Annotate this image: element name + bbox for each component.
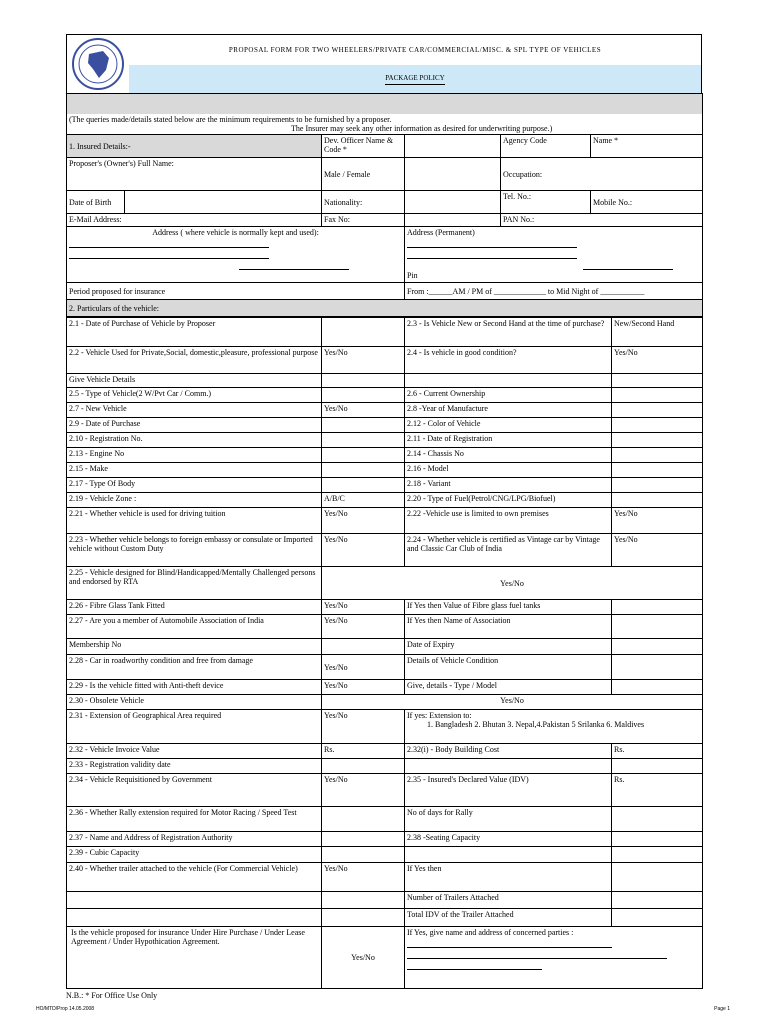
concerned-parties-block	[405, 927, 703, 989]
particulars-row	[67, 433, 703, 448]
particulars-row	[67, 863, 703, 892]
question-label: Give, details - Type / Model	[405, 680, 612, 695]
question-label: Details of Vehicle Condition	[405, 655, 612, 680]
answer-cell[interactable]	[612, 759, 703, 774]
tel-no-label: Tel. No.:	[501, 191, 591, 214]
answer-cell[interactable]	[612, 403, 703, 418]
q-2-30-label: 2.30 - Obsolete Vehicle	[67, 695, 322, 710]
answer-cell[interactable]: Yes/No	[322, 655, 405, 680]
pan-label: PAN No.:	[501, 214, 703, 227]
question-label: 2.34 - Vehicle Requisitioned by Government	[67, 774, 322, 807]
answer-cell[interactable]	[322, 374, 405, 388]
answer-cell[interactable]	[322, 478, 405, 493]
answer-cell[interactable]	[322, 909, 405, 927]
question-label: 2.22 -Vehicle use is limited to own premises	[405, 508, 612, 534]
particulars-row	[67, 463, 703, 478]
answer-cell[interactable]	[612, 892, 703, 909]
answer-cell[interactable]: Rs.	[322, 744, 405, 759]
form-title: PROPOSAL FORM FOR TWO WHEELERS/PRIVATE CAR/COMMERCIAL/MISC. & SPL TYPE OF VEHICLES	[129, 35, 701, 65]
fax-value[interactable]	[405, 214, 501, 227]
question-label: 2.27 - Are you a member of Automobile Association of India	[67, 615, 322, 639]
question-label: 2.1 - Date of Purchase of Vehicle by Proposer	[67, 318, 322, 347]
vehicle-particulars-table	[66, 317, 703, 989]
answer-cell[interactable]	[322, 318, 405, 347]
answer-cell[interactable]	[612, 832, 703, 847]
particulars-row	[67, 534, 703, 567]
answer-cell[interactable]: Yes/No	[322, 347, 405, 374]
answer-cell[interactable]	[612, 680, 703, 695]
hire-purchase-value[interactable]: Yes/No	[322, 927, 405, 989]
concerned-parties-line[interactable]	[407, 969, 542, 970]
particulars-row	[67, 388, 703, 403]
answer-cell[interactable]	[612, 909, 703, 927]
intro-line-2: The Insurer may seek any other information as desired for underwriting purpose.)	[291, 123, 553, 133]
fax-label: Fax No:	[322, 214, 405, 227]
period-detail: From :______AM / PM of _____________ to Mid Night of ___________	[405, 283, 703, 300]
address-kept-line[interactable]	[239, 269, 349, 270]
question-label: 2.16 - Model	[405, 463, 612, 478]
particulars-row	[67, 478, 703, 493]
answer-cell[interactable]	[322, 448, 405, 463]
particulars-row	[67, 374, 703, 388]
q-2-25-label: 2.25 - Vehicle designed for Blind/Handicapped/Mentally Challenged persons and endorsed by RTA	[67, 567, 322, 600]
question-label	[67, 909, 322, 927]
answer-cell[interactable]: Yes/No	[612, 534, 703, 567]
answer-cell[interactable]	[322, 847, 405, 863]
proposer-name-label: Proposer's (Owner's) Full Name:	[67, 158, 322, 191]
answer-cell[interactable]: Yes/No	[612, 347, 703, 374]
answer-cell[interactable]	[322, 463, 405, 478]
gender-value[interactable]	[405, 158, 501, 191]
answer-cell[interactable]: Yes/No	[322, 403, 405, 418]
address-kept-block	[67, 227, 405, 283]
answer-cell[interactable]	[612, 615, 703, 639]
particulars-row	[67, 448, 703, 463]
question-label: 2.28 - Car in roadworthy condition and free from damage	[67, 655, 322, 680]
answer-cell[interactable]	[612, 374, 703, 388]
answer-cell[interactable]: Yes/No	[322, 863, 405, 892]
answer-cell[interactable]: A/B/C	[322, 493, 405, 508]
q-2-31-value[interactable]: Yes/No	[322, 710, 405, 744]
answer-cell[interactable]	[322, 759, 405, 774]
q-2-31-extension-options: 1. Bangladesh 2. Bhutan 3. Nepal,4.Pakistan 5 Srilanka 6. Maldives	[427, 720, 645, 729]
answer-cell[interactable]: Yes/No	[322, 615, 405, 639]
particulars-row	[67, 600, 703, 615]
answer-cell[interactable]	[612, 448, 703, 463]
answer-cell[interactable]	[612, 418, 703, 433]
concerned-parties-line[interactable]	[407, 947, 612, 948]
company-logo-icon	[69, 36, 127, 92]
answer-cell[interactable]	[612, 863, 703, 892]
dob-label: Date of Birth	[67, 191, 125, 214]
address-permanent-line[interactable]	[407, 247, 577, 248]
question-label	[405, 847, 612, 863]
question-label: If Yes then Value of Fibre glass fuel tanks	[405, 600, 612, 615]
answer-cell[interactable]	[612, 478, 703, 493]
concerned-parties-line[interactable]	[407, 958, 667, 959]
pin-label: Pin	[407, 271, 418, 280]
question-label: 2.35 - Insured's Declared Value (IDV)	[405, 774, 612, 807]
question-label: 2.32 - Vehicle Invoice Value	[67, 744, 322, 759]
question-label: 2.6 - Current Ownership	[405, 388, 612, 403]
particulars-row	[67, 744, 703, 759]
question-label: 2.38 -Seating Capacity	[405, 832, 612, 847]
question-label	[67, 892, 322, 909]
question-label: 2.33 - Registration validity date	[67, 759, 322, 774]
question-label: 2.14 - Chassis No	[405, 448, 612, 463]
question-label: 2.26 - Fibre Glass Tank Fitted	[67, 600, 322, 615]
question-label: Total IDV of the Trailer Attached	[405, 909, 612, 927]
particulars-row	[67, 807, 703, 832]
answer-cell[interactable]: New/Second Hand	[612, 318, 703, 347]
mobile-no-label: Mobile No.:	[591, 191, 703, 214]
particulars-row	[67, 909, 703, 927]
question-label: 2.15 - Make	[67, 463, 322, 478]
answer-cell[interactable]	[322, 807, 405, 832]
question-label	[405, 759, 612, 774]
gender-label: Male / Female	[322, 158, 405, 191]
address-permanent-line[interactable]	[583, 269, 673, 270]
question-label: 2.21 - Whether vehicle is used for driving tuition	[67, 508, 322, 534]
question-label: 2.20 - Type of Fuel(Petrol/CNG/LPG/Biofuel)	[405, 493, 612, 508]
agency-name-label: Name *	[591, 135, 703, 158]
answer-cell[interactable]	[612, 639, 703, 655]
intro-line-1: (The queries made/details stated below are the minimum requirements to be furnished by a proposer.	[69, 114, 392, 124]
question-label: 2.19 - Vehicle Zone :	[67, 493, 322, 508]
answer-cell[interactable]: Yes/No	[612, 508, 703, 534]
particulars-row	[67, 655, 703, 680]
answer-cell[interactable]: Yes/No	[322, 680, 405, 695]
question-label: 2.40 - Whether trailer attached to the vehicle (For Commercial Vehicle)	[67, 863, 322, 892]
page-number: Page 1	[714, 1006, 730, 1012]
insured-details-heading: 1. Insured Details:-	[67, 135, 322, 158]
question-label: 2.18 - Variant	[405, 478, 612, 493]
answer-cell[interactable]	[612, 463, 703, 478]
question-label: 2.23 - Whether vehicle belongs to foreign embassy or consulate or Imported vehicle without Custom Duty	[67, 534, 322, 567]
particulars-row	[67, 892, 703, 909]
q-2-31-label: 2.31 - Extension of Geographical Area required	[67, 710, 322, 744]
vehicle-particulars-heading: 2. Particulars of the vehicle:	[67, 300, 703, 317]
policy-type-band	[129, 65, 701, 93]
answer-cell[interactable]: Yes/No	[322, 774, 405, 807]
answer-cell[interactable]: Rs.	[612, 774, 703, 807]
question-label: 2.3 - Is Vehicle New or Second Hand at the time of purchase?	[405, 318, 612, 347]
email-label: E-Mail Address:	[67, 214, 322, 227]
particulars-row	[67, 403, 703, 418]
question-label: 2.39 - Cubic Capacity	[67, 847, 322, 863]
question-label: 2.11 - Date of Registration	[405, 433, 612, 448]
occupation-label: Occupation:	[501, 158, 703, 191]
address-permanent-block	[405, 227, 703, 283]
answer-cell[interactable]	[322, 832, 405, 847]
address-kept-line[interactable]	[69, 247, 269, 248]
dev-officer-value[interactable]	[405, 135, 501, 158]
question-label: 2.10 - Registration No.	[67, 433, 322, 448]
question-label: 2.29 - Is the vehicle fitted with Anti-theft device	[67, 680, 322, 695]
question-label: 2.8 -Year of Manufacture	[405, 403, 612, 418]
particulars-row	[67, 759, 703, 774]
address-kept-label: Address ( where vehicle is normally kept and used):	[152, 228, 319, 237]
answer-cell[interactable]: Yes/No	[322, 508, 405, 534]
question-label: No of days for Rally	[405, 807, 612, 832]
answer-cell[interactable]	[612, 388, 703, 403]
question-label: If Yes then	[405, 863, 612, 892]
question-label: Date of Expiry	[405, 639, 612, 655]
particulars-row	[67, 508, 703, 534]
answer-cell[interactable]: Rs.	[612, 744, 703, 759]
address-kept-line[interactable]	[69, 258, 269, 259]
question-label: 2.32(i) - Body Building Cost	[405, 744, 612, 759]
q-2-31-extension	[405, 710, 703, 744]
insured-details-table	[66, 93, 703, 317]
answer-cell[interactable]: Yes/No	[322, 600, 405, 615]
question-label: 2.36 - Whether Rally extension required for Motor Racing / Speed Test	[67, 807, 322, 832]
answer-cell[interactable]	[612, 655, 703, 680]
answer-cell[interactable]	[612, 847, 703, 863]
nationality-label: Nationality:	[322, 191, 405, 214]
answer-cell[interactable]	[322, 892, 405, 909]
question-label: 2.17 - Type Of Body	[67, 478, 322, 493]
q-2-25-value[interactable]: Yes/No	[322, 567, 703, 600]
address-permanent-label: Address (Permanent)	[407, 228, 475, 237]
answer-cell[interactable]: Yes/No	[322, 534, 405, 567]
question-label	[405, 374, 612, 388]
concerned-parties-label: If Yes, give name and address of concerned parties :	[407, 928, 574, 937]
office-use-note: N.B.: * For Office Use Only	[66, 991, 158, 1000]
particulars-row	[67, 318, 703, 347]
question-label: 2.37 - Name and Address of Registration Authority	[67, 832, 322, 847]
policy-type: PACKAGE POLICY	[385, 73, 444, 85]
dev-officer-label: Dev. Officer Name & Code *	[322, 135, 405, 158]
nationality-value[interactable]	[405, 191, 501, 214]
answer-cell[interactable]	[612, 600, 703, 615]
question-label: 2.7 - New Vehicle	[67, 403, 322, 418]
answer-cell[interactable]	[322, 388, 405, 403]
answer-cell[interactable]	[322, 639, 405, 655]
question-label: 2.9 - Date of Purchase	[67, 418, 322, 433]
particulars-row	[67, 774, 703, 807]
period-label: Period proposed for insurance	[67, 283, 405, 300]
agency-code-label: Agency Code	[501, 135, 591, 158]
question-label: If Yes then Name of Association	[405, 615, 612, 639]
answer-cell[interactable]	[612, 493, 703, 508]
q-2-31-extension-label: If yes: Extension to:	[407, 711, 472, 720]
particulars-row	[67, 493, 703, 508]
question-label: 2.12 - Color of Vehicle	[405, 418, 612, 433]
address-permanent-line[interactable]	[407, 258, 577, 259]
question-label: 2.2 - Vehicle Used for Private,Social, domestic,pleasure, professional purpose	[67, 347, 322, 374]
proposal-form	[66, 34, 702, 1002]
particulars-row	[67, 680, 703, 695]
question-label: 2.24 - Whether vehicle is certified as Vintage car by Vintage and Classic Car Club of India	[405, 534, 612, 567]
question-label: Give Vehicle Details	[67, 374, 322, 388]
particulars-row	[67, 847, 703, 863]
form-code: HO/MTD/Prop 14.05.2008	[36, 1006, 95, 1012]
particulars-row	[67, 615, 703, 639]
q-2-30-value[interactable]: Yes/No	[322, 695, 703, 710]
particulars-row	[67, 347, 703, 374]
answer-cell[interactable]	[322, 418, 405, 433]
particulars-row	[67, 832, 703, 847]
answer-cell[interactable]	[322, 433, 405, 448]
question-label: 2.4 - Is vehicle in good condition?	[405, 347, 612, 374]
question-label: 2.5 - Type of Vehicle(2 W/Pvt Car / Comm.)	[67, 388, 322, 403]
question-label: Number of Trailers Attached	[405, 892, 612, 909]
particulars-row	[67, 639, 703, 655]
question-label: Membership No	[67, 639, 322, 655]
particulars-row	[67, 418, 703, 433]
answer-cell[interactable]	[612, 433, 703, 448]
form-header	[66, 34, 702, 93]
question-label: 2.13 - Engine No	[67, 448, 322, 463]
hire-purchase-label: Is the vehicle proposed for insurance Under Hire Purchase / Under Lease Agreement / Under Hypothication Agreement.	[67, 927, 322, 989]
dob-value[interactable]	[125, 191, 322, 214]
answer-cell[interactable]	[612, 807, 703, 832]
